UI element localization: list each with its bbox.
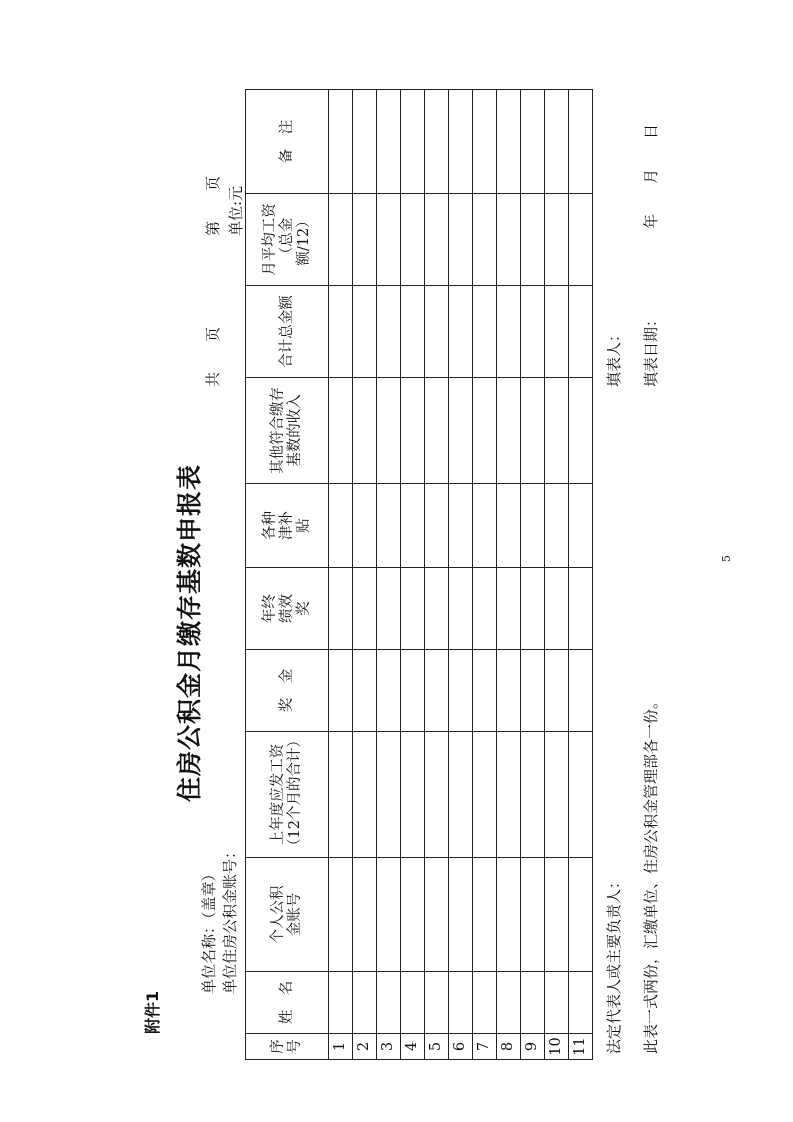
table-cell[interactable] bbox=[353, 650, 377, 732]
table-row bbox=[569, 90, 593, 1060]
table-cell[interactable] bbox=[449, 194, 473, 286]
table-cell[interactable] bbox=[545, 650, 569, 732]
col-header-monthly-avg: 月平均工资（总金额/12） bbox=[246, 194, 329, 286]
table-cell[interactable] bbox=[497, 650, 521, 732]
table-cell[interactable] bbox=[545, 194, 569, 286]
table-cell[interactable] bbox=[449, 568, 473, 650]
currency-unit-label: 单位:元 bbox=[227, 185, 245, 236]
table-cell[interactable] bbox=[425, 650, 449, 732]
table-cell[interactable] bbox=[521, 972, 545, 1034]
table-cell[interactable] bbox=[449, 650, 473, 732]
col-header-bonus: 奖 金 bbox=[246, 650, 329, 732]
col-header-annual-salary: 上年度应发工资（12个月的合计） bbox=[246, 732, 329, 858]
table-cell[interactable] bbox=[425, 568, 449, 650]
table-cell[interactable] bbox=[425, 732, 449, 858]
table-cell[interactable] bbox=[425, 286, 449, 378]
col-header-total-amount: 合计总金额 bbox=[246, 286, 329, 378]
table-cell[interactable] bbox=[521, 568, 545, 650]
table-cell[interactable] bbox=[353, 194, 377, 286]
table-cell[interactable] bbox=[377, 378, 401, 484]
table-cell[interactable] bbox=[329, 286, 353, 378]
table-cell[interactable] bbox=[353, 286, 377, 378]
table-cell[interactable] bbox=[569, 568, 593, 650]
page-number: 5 bbox=[720, 555, 733, 562]
table-cell[interactable] bbox=[377, 972, 401, 1034]
table-cell[interactable] bbox=[449, 484, 473, 568]
table-cell[interactable] bbox=[497, 732, 521, 858]
table-cell[interactable] bbox=[545, 286, 569, 378]
row-number: 10 bbox=[545, 1034, 569, 1060]
table-cell[interactable] bbox=[521, 858, 545, 972]
table-cell[interactable] bbox=[569, 286, 593, 378]
table-cell[interactable] bbox=[473, 568, 497, 650]
table-cell[interactable] bbox=[425, 378, 449, 484]
table-cell[interactable] bbox=[377, 194, 401, 286]
table-cell[interactable] bbox=[497, 972, 521, 1034]
table-cell[interactable] bbox=[569, 378, 593, 484]
table-cell[interactable] bbox=[425, 972, 449, 1034]
table-row bbox=[401, 90, 425, 1060]
table-cell[interactable] bbox=[401, 378, 425, 484]
row-number: 7 bbox=[473, 1034, 497, 1060]
table-cell[interactable] bbox=[569, 972, 593, 1034]
table-cell[interactable] bbox=[521, 194, 545, 286]
row-number: 11 bbox=[569, 1034, 593, 1060]
row-number: 2 bbox=[353, 1034, 377, 1060]
unit-name-label: 单位名称：（盖章） bbox=[200, 866, 218, 994]
table-cell[interactable] bbox=[329, 194, 353, 286]
table-cell[interactable] bbox=[449, 90, 473, 194]
table-cell[interactable] bbox=[377, 90, 401, 194]
table-row bbox=[545, 90, 569, 1060]
row-number: 5 bbox=[425, 1034, 449, 1060]
col-header-allowances: 各种津补贴 bbox=[246, 484, 329, 568]
table-cell[interactable] bbox=[545, 568, 569, 650]
attachment-label: 附件1 bbox=[143, 990, 162, 1034]
table-cell[interactable] bbox=[497, 90, 521, 194]
table-cell[interactable] bbox=[449, 732, 473, 858]
table-cell[interactable] bbox=[329, 568, 353, 650]
col-header-account: 个人公积金账号 bbox=[246, 858, 329, 972]
table-header-row bbox=[246, 90, 329, 1060]
table-cell[interactable] bbox=[569, 194, 593, 286]
table-cell[interactable] bbox=[473, 286, 497, 378]
table-cell[interactable] bbox=[473, 972, 497, 1034]
table-cell[interactable] bbox=[377, 484, 401, 568]
table-cell[interactable] bbox=[449, 972, 473, 1034]
table-cell[interactable] bbox=[473, 378, 497, 484]
table-cell[interactable] bbox=[401, 568, 425, 650]
col-header-seq: 序号 bbox=[246, 1034, 329, 1060]
table-row bbox=[497, 90, 521, 1060]
declaration-table bbox=[245, 89, 593, 1060]
table-cell[interactable] bbox=[569, 90, 593, 194]
table-cell[interactable] bbox=[473, 858, 497, 972]
table-cell[interactable] bbox=[545, 732, 569, 858]
row-number: 6 bbox=[449, 1034, 473, 1060]
table-cell[interactable] bbox=[353, 972, 377, 1034]
row-number: 1 bbox=[329, 1034, 353, 1060]
table-cell[interactable] bbox=[569, 650, 593, 732]
table-cell[interactable] bbox=[353, 858, 377, 972]
table-cell[interactable] bbox=[449, 858, 473, 972]
row-number: 3 bbox=[377, 1034, 401, 1060]
table-cell[interactable] bbox=[353, 90, 377, 194]
table-cell[interactable] bbox=[473, 90, 497, 194]
table-cell[interactable] bbox=[401, 972, 425, 1034]
table-cell[interactable] bbox=[449, 378, 473, 484]
table-cell[interactable] bbox=[329, 972, 353, 1034]
table-cell[interactable] bbox=[473, 194, 497, 286]
table-cell[interactable] bbox=[521, 732, 545, 858]
table-cell[interactable] bbox=[569, 732, 593, 858]
table-cell[interactable] bbox=[401, 732, 425, 858]
table-cell[interactable] bbox=[497, 286, 521, 378]
table-cell[interactable] bbox=[545, 90, 569, 194]
table-cell[interactable] bbox=[329, 858, 353, 972]
table-cell[interactable] bbox=[377, 650, 401, 732]
table-cell[interactable] bbox=[497, 484, 521, 568]
table-cell[interactable] bbox=[497, 194, 521, 286]
table-cell[interactable] bbox=[545, 484, 569, 568]
table-cell[interactable] bbox=[329, 484, 353, 568]
table-cell[interactable] bbox=[497, 858, 521, 972]
table-cell[interactable] bbox=[521, 650, 545, 732]
table-cell[interactable] bbox=[425, 194, 449, 286]
table-cell[interactable] bbox=[401, 484, 425, 568]
table-cell[interactable] bbox=[353, 568, 377, 650]
table-cell[interactable] bbox=[377, 286, 401, 378]
table-cell[interactable] bbox=[497, 378, 521, 484]
table-cell[interactable] bbox=[497, 568, 521, 650]
table-cell[interactable] bbox=[353, 378, 377, 484]
table-cell[interactable] bbox=[449, 286, 473, 378]
table-cell[interactable] bbox=[521, 286, 545, 378]
table-cell[interactable] bbox=[473, 484, 497, 568]
table-cell[interactable] bbox=[401, 286, 425, 378]
table-row bbox=[353, 90, 377, 1060]
filler-label: 填表人： bbox=[605, 326, 623, 387]
table-cell[interactable] bbox=[377, 732, 401, 858]
table-cell[interactable] bbox=[401, 650, 425, 732]
table-row bbox=[521, 90, 545, 1060]
table-cell[interactable] bbox=[521, 90, 545, 194]
table-cell[interactable] bbox=[401, 194, 425, 286]
fill-date-format: 年 月 日 bbox=[642, 123, 660, 229]
table-cell[interactable] bbox=[473, 650, 497, 732]
col-header-remarks: 备 注 bbox=[246, 90, 329, 194]
table-row bbox=[425, 90, 449, 1060]
table-cell[interactable] bbox=[329, 378, 353, 484]
table-row bbox=[377, 90, 401, 1060]
col-header-year-end-bonus: 年终绩效奖 bbox=[246, 568, 329, 650]
table-cell[interactable] bbox=[353, 732, 377, 858]
table-cell[interactable] bbox=[329, 732, 353, 858]
table-cell[interactable] bbox=[545, 858, 569, 972]
table-cell[interactable] bbox=[329, 90, 353, 194]
table-cell[interactable] bbox=[401, 858, 425, 972]
table-cell[interactable] bbox=[521, 378, 545, 484]
legal-representative-label: 法定代表人或主要负责人： bbox=[605, 873, 623, 1054]
table-cell[interactable] bbox=[521, 484, 545, 568]
table-row bbox=[473, 90, 497, 1060]
copies-note: 此表一式两份，汇缴单位、住房公积金管理部各一份。 bbox=[642, 693, 660, 1054]
total-pages-label: 共 页 bbox=[204, 326, 222, 387]
fill-date-label: 填表日期： bbox=[642, 311, 660, 387]
table-cell[interactable] bbox=[545, 972, 569, 1034]
table-cell[interactable] bbox=[353, 484, 377, 568]
table-cell[interactable] bbox=[473, 732, 497, 858]
table-cell[interactable] bbox=[377, 568, 401, 650]
table-cell[interactable] bbox=[401, 90, 425, 194]
col-header-name: 姓 名 bbox=[246, 972, 329, 1034]
table-cell[interactable] bbox=[425, 90, 449, 194]
page-title: 住房公积金月缴存基数申报表 bbox=[175, 463, 204, 802]
table-cell[interactable] bbox=[569, 484, 593, 568]
table-cell[interactable] bbox=[545, 378, 569, 484]
table-cell[interactable] bbox=[377, 858, 401, 972]
table-row bbox=[329, 90, 353, 1060]
row-number: 9 bbox=[521, 1034, 545, 1060]
table-row bbox=[449, 90, 473, 1060]
row-number: 8 bbox=[497, 1034, 521, 1060]
page-no-label: 第 页 bbox=[204, 175, 222, 236]
table-cell[interactable] bbox=[569, 858, 593, 972]
table-cell[interactable] bbox=[329, 650, 353, 732]
unit-account-label: 单位住房公积金账号： bbox=[221, 843, 239, 994]
col-header-other-income: 其他符合缴存基数的收入 bbox=[246, 378, 329, 484]
table-cell[interactable] bbox=[425, 484, 449, 568]
table-cell[interactable] bbox=[425, 858, 449, 972]
row-number: 4 bbox=[401, 1034, 425, 1060]
